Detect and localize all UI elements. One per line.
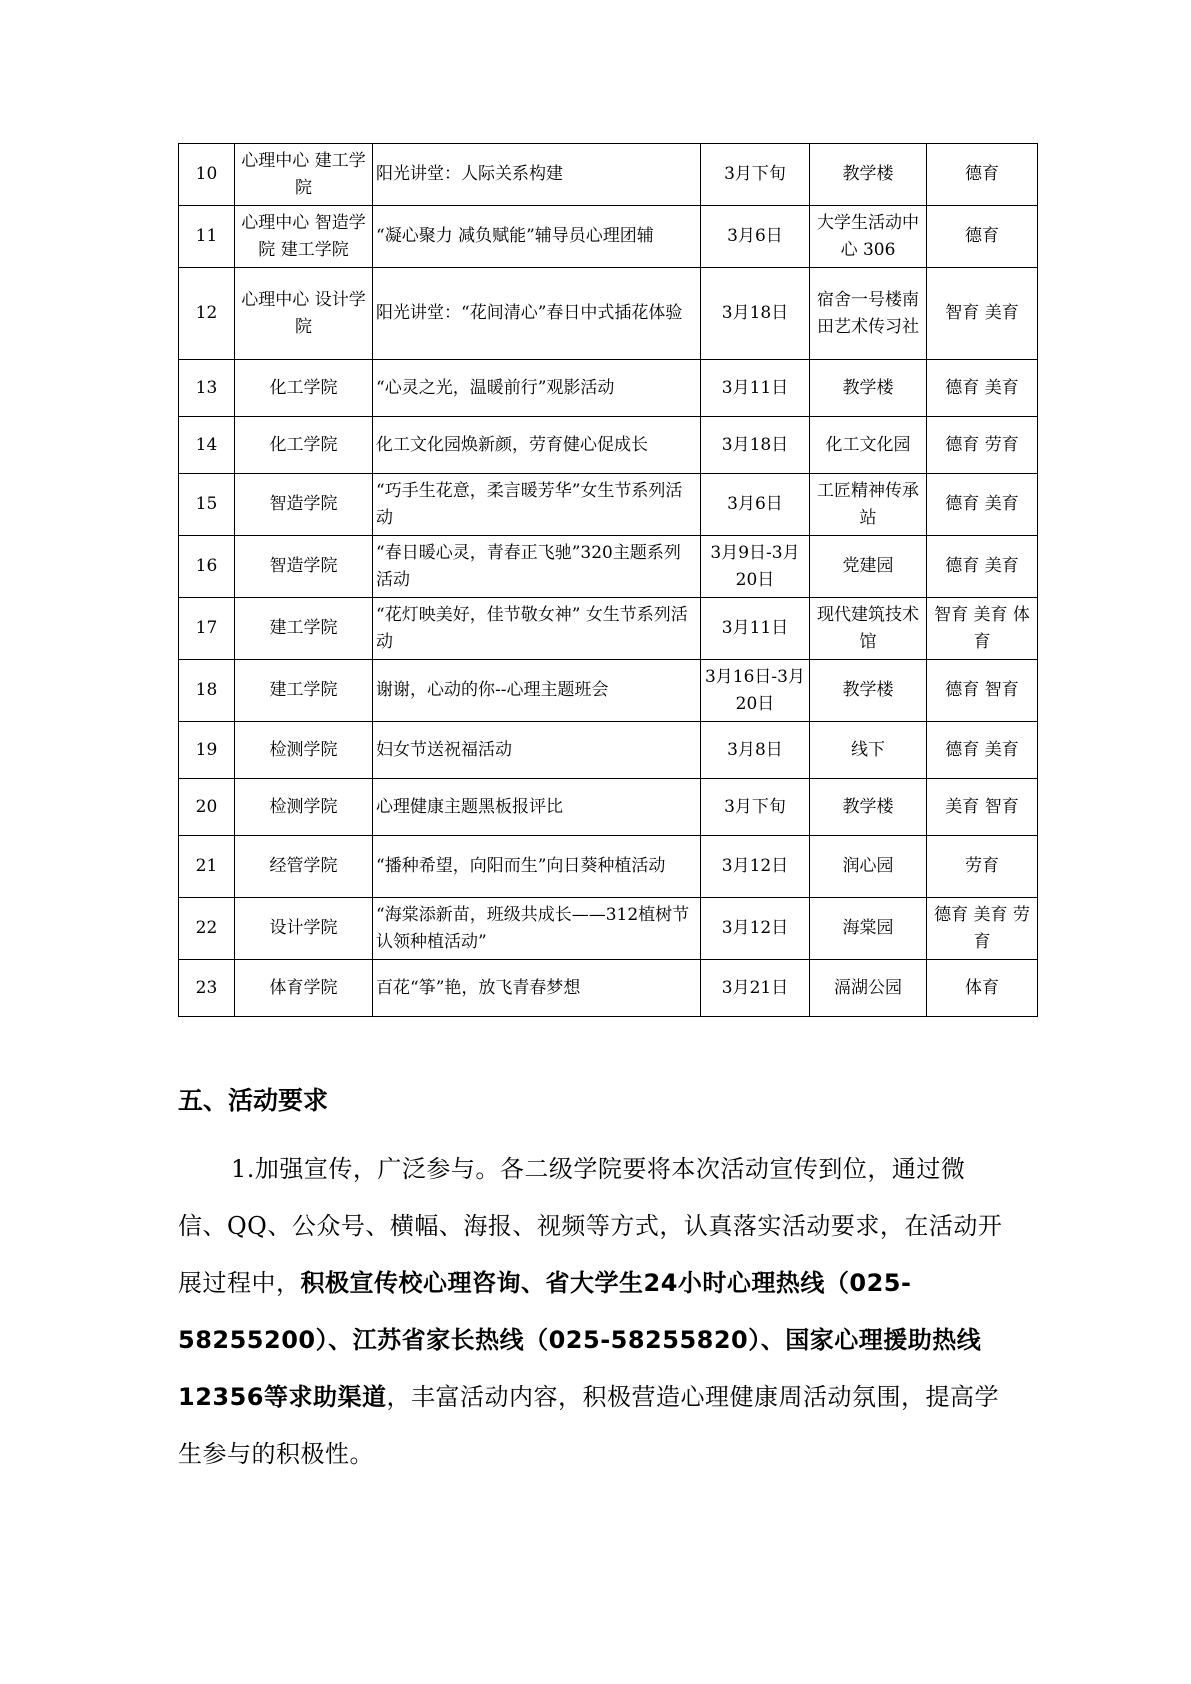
cell-organizer: 化工学院 (235, 417, 373, 474)
cell-category: 德育 劳育 (927, 417, 1038, 474)
cell-category: 智育 美育 (927, 268, 1038, 360)
cell-time: 3月8日 (701, 722, 810, 779)
cell-category: 劳育 (927, 836, 1038, 898)
cell-organizer: 化工学院 (235, 360, 373, 417)
cell-activity: 阳光讲堂：“花间清心”春日中式插花体验 (373, 268, 701, 360)
cell-location: 宿舍一号楼南田艺术传习社 (810, 268, 927, 360)
cell-activity: “凝心聚力 减负赋能”辅导员心理团辅 (373, 206, 701, 268)
cell-number: 12 (179, 268, 235, 360)
cell-time: 3月12日 (701, 836, 810, 898)
cell-number: 23 (179, 960, 235, 1017)
cell-number: 16 (179, 536, 235, 598)
cell-activity: 心理健康主题黑板报评比 (373, 779, 701, 836)
table-row (179, 268, 1038, 360)
cell-number: 10 (179, 144, 235, 206)
cell-number: 15 (179, 474, 235, 536)
cell-location: 润心园 (810, 836, 927, 898)
cell-activity: 化工文化园焕新颜，劳育健心促成长 (373, 417, 701, 474)
cell-category: 德育 美育 (927, 536, 1038, 598)
cell-number: 13 (179, 360, 235, 417)
table-row (179, 536, 1038, 598)
cell-location: 现代建筑技术馆 (810, 598, 927, 660)
cell-location: 党建园 (810, 536, 927, 598)
table-row (179, 206, 1038, 268)
cell-number: 21 (179, 836, 235, 898)
cell-organizer: 建工学院 (235, 660, 373, 722)
cell-location: 教学楼 (810, 144, 927, 206)
cell-location: 工匠精神传承站 (810, 474, 927, 536)
cell-number: 14 (179, 417, 235, 474)
activity-table (178, 143, 1038, 1017)
cell-time: 3月下旬 (701, 144, 810, 206)
table-body (179, 144, 1038, 1017)
cell-organizer: 建工学院 (235, 598, 373, 660)
paragraph-intro-text: 1.加强宣传，广泛参与。各二级学院要将本次活动宣传到位，通过微信、QQ、公众号、横幅、海报、视频等方式，认真落实活动要求，在活动开展过程中， (178, 1155, 1003, 1297)
cell-location: 线下 (810, 722, 927, 779)
cell-location: 教学楼 (810, 779, 927, 836)
requirements-paragraph (178, 1141, 1008, 1483)
table-row (179, 417, 1038, 474)
cell-activity: “播种希望，向阳而生”向日葵种植活动 (373, 836, 701, 898)
cell-category: 德育 美育 (927, 474, 1038, 536)
cell-category: 体育 (927, 960, 1038, 1017)
cell-organizer: 心理中心 建工学院 (235, 144, 373, 206)
cell-time: 3月21日 (701, 960, 810, 1017)
cell-activity: 妇女节送祝福活动 (373, 722, 701, 779)
table-row (179, 144, 1038, 206)
table-row (179, 960, 1038, 1017)
cell-organizer: 经管学院 (235, 836, 373, 898)
cell-number: 18 (179, 660, 235, 722)
table-row (179, 779, 1038, 836)
cell-location: 海棠园 (810, 898, 927, 960)
cell-category: 智育 美育 体育 (927, 598, 1038, 660)
cell-category: 德育 (927, 206, 1038, 268)
section-heading: 五、活动要求 (178, 1086, 329, 1115)
table-row (179, 660, 1038, 722)
cell-organizer: 检测学院 (235, 779, 373, 836)
cell-category: 德育 美育 劳育 (927, 898, 1038, 960)
cell-organizer: 心理中心 智造学院 建工学院 (235, 206, 373, 268)
cell-time: 3月下旬 (701, 779, 810, 836)
cell-category: 美育 智育 (927, 779, 1038, 836)
cell-organizer: 心理中心 设计学院 (235, 268, 373, 360)
cell-activity: 谢谢，心动的你--心理主题班会 (373, 660, 701, 722)
cell-time: 3月18日 (701, 417, 810, 474)
cell-number: 19 (179, 722, 235, 779)
cell-number: 22 (179, 898, 235, 960)
cell-activity: 阳光讲堂：人际关系构建 (373, 144, 701, 206)
cell-time: 3月18日 (701, 268, 810, 360)
cell-number: 11 (179, 206, 235, 268)
cell-time: 3月9日-3月20日 (701, 536, 810, 598)
table-row (179, 474, 1038, 536)
cell-location: 教学楼 (810, 360, 927, 417)
cell-activity: “巧手生花意，柔言暖芳华”女生节系列活动 (373, 474, 701, 536)
cell-category: 德育 美育 (927, 360, 1038, 417)
cell-time: 3月12日 (701, 898, 810, 960)
cell-number: 17 (179, 598, 235, 660)
cell-organizer: 设计学院 (235, 898, 373, 960)
cell-organizer: 检测学院 (235, 722, 373, 779)
cell-location: 大学生活动中心 306 (810, 206, 927, 268)
cell-activity: 百花“筝”艳，放飞青春梦想 (373, 960, 701, 1017)
cell-activity: “春日暖心灵，青春正飞驰”320主题系列活动 (373, 536, 701, 598)
cell-organizer: 智造学院 (235, 474, 373, 536)
cell-time: 3月11日 (701, 598, 810, 660)
cell-location: 化工文化园 (810, 417, 927, 474)
cell-time: 3月16日-3月20日 (701, 660, 810, 722)
cell-time: 3月6日 (701, 474, 810, 536)
table-row (179, 722, 1038, 779)
cell-organizer: 智造学院 (235, 536, 373, 598)
cell-number: 20 (179, 779, 235, 836)
cell-time: 3月11日 (701, 360, 810, 417)
table-row (179, 360, 1038, 417)
cell-location: 滆湖公园 (810, 960, 927, 1017)
cell-activity: “心灵之光，温暖前行”观影活动 (373, 360, 701, 417)
cell-activity: “海棠添新苗，班级共成长——312植树节认领种植活动” (373, 898, 701, 960)
table-row (179, 836, 1038, 898)
cell-category: 德育 智育 (927, 660, 1038, 722)
cell-organizer: 体育学院 (235, 960, 373, 1017)
paragraph-bold-text: 积极宣传校心理咨询、省大学生24小时心理热线（025-58255200）、江苏省家长热线（025-58255820）、国家心理援助热线12356等求助渠道 (178, 1269, 982, 1411)
cell-time: 3月6日 (701, 206, 810, 268)
cell-location: 教学楼 (810, 660, 927, 722)
cell-activity: “花灯映美好，佳节敬女神” 女生节系列活动 (373, 598, 701, 660)
paragraph-end-text: ，丰富活动内容，积极营造心理健康周活动氛围，提高学生参与的积极性。 (178, 1383, 999, 1468)
cell-category: 德育 (927, 144, 1038, 206)
cell-category: 德育 美育 (927, 722, 1038, 779)
table-row (179, 898, 1038, 960)
table-row (179, 598, 1038, 660)
